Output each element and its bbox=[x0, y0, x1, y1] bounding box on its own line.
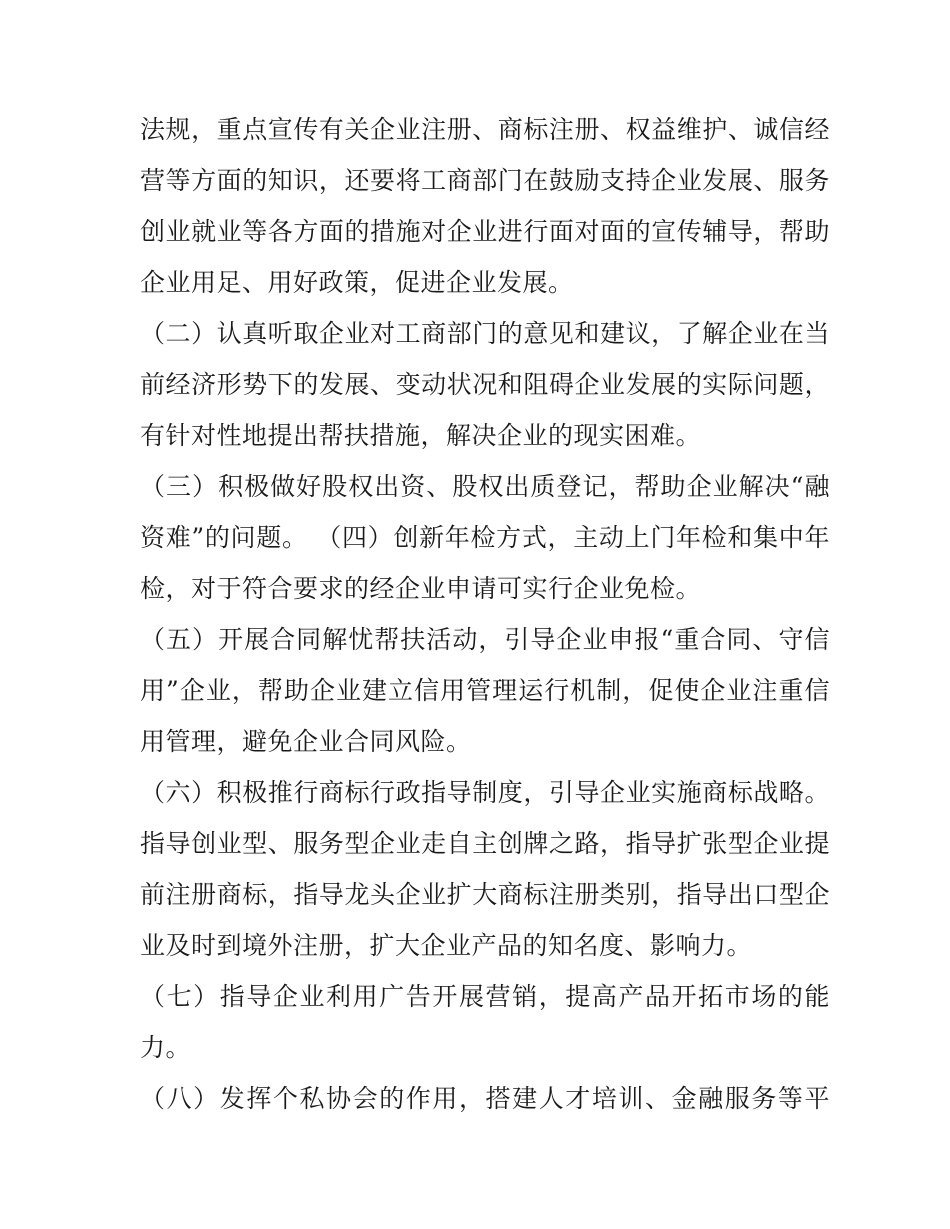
text-line: 前注册商标，指导龙头企业扩大商标注册类别，指导出口型企 bbox=[140, 880, 830, 909]
text-line: 力。 bbox=[140, 1033, 192, 1062]
text-line: （七）指导企业利用广告开展营销，提高产品开拓市场的能 bbox=[140, 982, 830, 1011]
text-line: 检，对于符合要求的经企业申请可实行企业免检。 bbox=[140, 574, 702, 603]
text-line: 企业用足、用好政策，促进企业发展。 bbox=[140, 268, 574, 297]
text-line: 前经济形势下的发展、变动状况和阻碍企业发展的实际问题， bbox=[140, 370, 830, 399]
text-line: （二）认真听取企业对工商部门的意见和建议，了解企业在当 bbox=[140, 319, 830, 348]
text-line: 有针对性地提出帮扶措施，解决企业的现实困难。 bbox=[140, 421, 702, 450]
text-line: 指导创业型、服务型企业走自主创牌之路，指导扩张型企业提 bbox=[140, 829, 830, 858]
text-line: 用”企业，帮助企业建立信用管理运行机制，促使企业注重信 bbox=[140, 676, 830, 705]
text-line: 法规，重点宣传有关企业注册、商标注册、权益维护、诚信经 bbox=[140, 115, 830, 144]
text-line: （三）积极做好股权出资、股权出质登记，帮助企业解决“融 bbox=[140, 472, 830, 501]
text-line: 业及时到境外注册，扩大企业产品的知名度、影响力。 bbox=[140, 931, 753, 960]
text-line: （六）积极推行商标行政指导制度，引导企业实施商标战略。 bbox=[140, 778, 830, 807]
text-line: 用管理，避免企业合同风险。 bbox=[140, 727, 472, 756]
text-line: （五）开展合同解忧帮扶活动，引导企业申报“重合同、守信 bbox=[140, 625, 830, 654]
text-line: 资难”的问题。 （四）创新年检方式，主动上门年检和集中年 bbox=[140, 523, 830, 552]
text-line: 营等方面的知识，还要将工商部门在鼓励支持企业发展、服务 bbox=[140, 166, 830, 195]
text-line: （八）发挥个私协会的作用，搭建人才培训、金融服务等平 bbox=[140, 1084, 830, 1113]
text-line: 创业就业等各方面的措施对企业进行面对面的宣传辅导，帮助 bbox=[140, 217, 830, 246]
